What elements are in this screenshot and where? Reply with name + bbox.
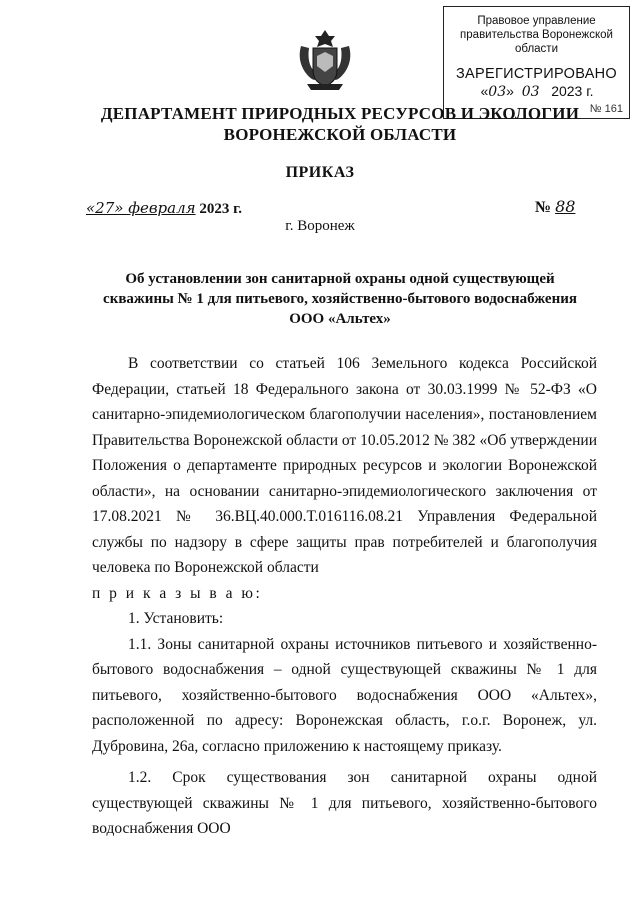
stamp-date-month: 03 [521,84,540,100]
item-1-2: 1.2. Срок существования зон санитарной охраны одной существующей скважины № 1 для питьевого, хозяйственно-бытового водоснабжения ООО [92,769,597,837]
item-1: 1. Установить: [128,610,224,627]
order-date [86,199,242,218]
order-body [92,351,597,842]
department-line-2: ВОРОНЕЖСКОЙ ОБЛАСТИ [223,125,457,144]
order-date-handwritten: «27» февраля [86,199,196,217]
subject-line-1: Об установлении зон санитарной охраны одной существующей [125,271,555,287]
department-line-1: ДЕПАРТАМЕНТ ПРИРОДНЫХ РЕСУРСОВ И ЭКОЛОГИИ [100,104,580,123]
order-subject [95,269,585,329]
order-title: ПРИКАЗ [285,164,355,181]
stamp-date: «03» 03 2023 г. [480,83,594,100]
stamp-date-year: 2023 г. [551,83,594,99]
order-number-label: № [535,199,552,216]
subject-line-3: ООО «Альтех» [289,311,391,327]
stamp-department: Правовое управление правительства Воронежской области [460,15,613,55]
order-city: г. Воронеж [285,218,355,234]
stamp-number: № 161 [589,103,623,115]
stamp-registered: ЗАРЕГИСТРИРОВАНО [455,66,618,82]
order-number [535,197,575,217]
subject-line-2: скважины № 1 для питьевого, хозяйственно-бытового водоснабжения [103,291,577,307]
item-1-1: 1.1. Зоны санитарной охраны источников питьевого и хозяйственно-бытового водоснабжения – одной существующей скважины № 1 для питьевого, хозяйственно-бытового водоснабжения ООО «Альтех», расположенной по адресу: Воронежская область, г.о.г. Воронеж, ул. Дубровина, 26а, согласно приложению к настоящему приказу. [92,635,597,755]
preamble-paragraph: В соответствии со статьей 106 Земельного кодекса Российской Федерации, статьей 18 Федерального закона от 30.03.1999 № 52-ФЗ «О санитарно-эпидемиологическом благополучии населения», постановлением Правительства Воронежской области от 10.05.2012 № 382 «Об утверждении Положения о департаменте природных ресурсов и экологии Воронежской области», на основании санитарно-эпидемиологического заключения от 17.08.2021 № 36.ВЦ.40.000.Т.016116.08.21 Управления Федеральной службы по надзору в сфере защиты прав потребителей и благополучия человека по Воронежской области [92,355,597,576]
stamp-date-day: 03 [488,84,507,100]
prikazyvayu-line: п р и к а з ы в а ю: [92,584,263,602]
department-title [80,103,600,145]
coat-of-arms-icon [295,26,355,92]
order-date-year: 2023 г. [199,201,242,217]
order-number-value: 88 [555,197,576,216]
